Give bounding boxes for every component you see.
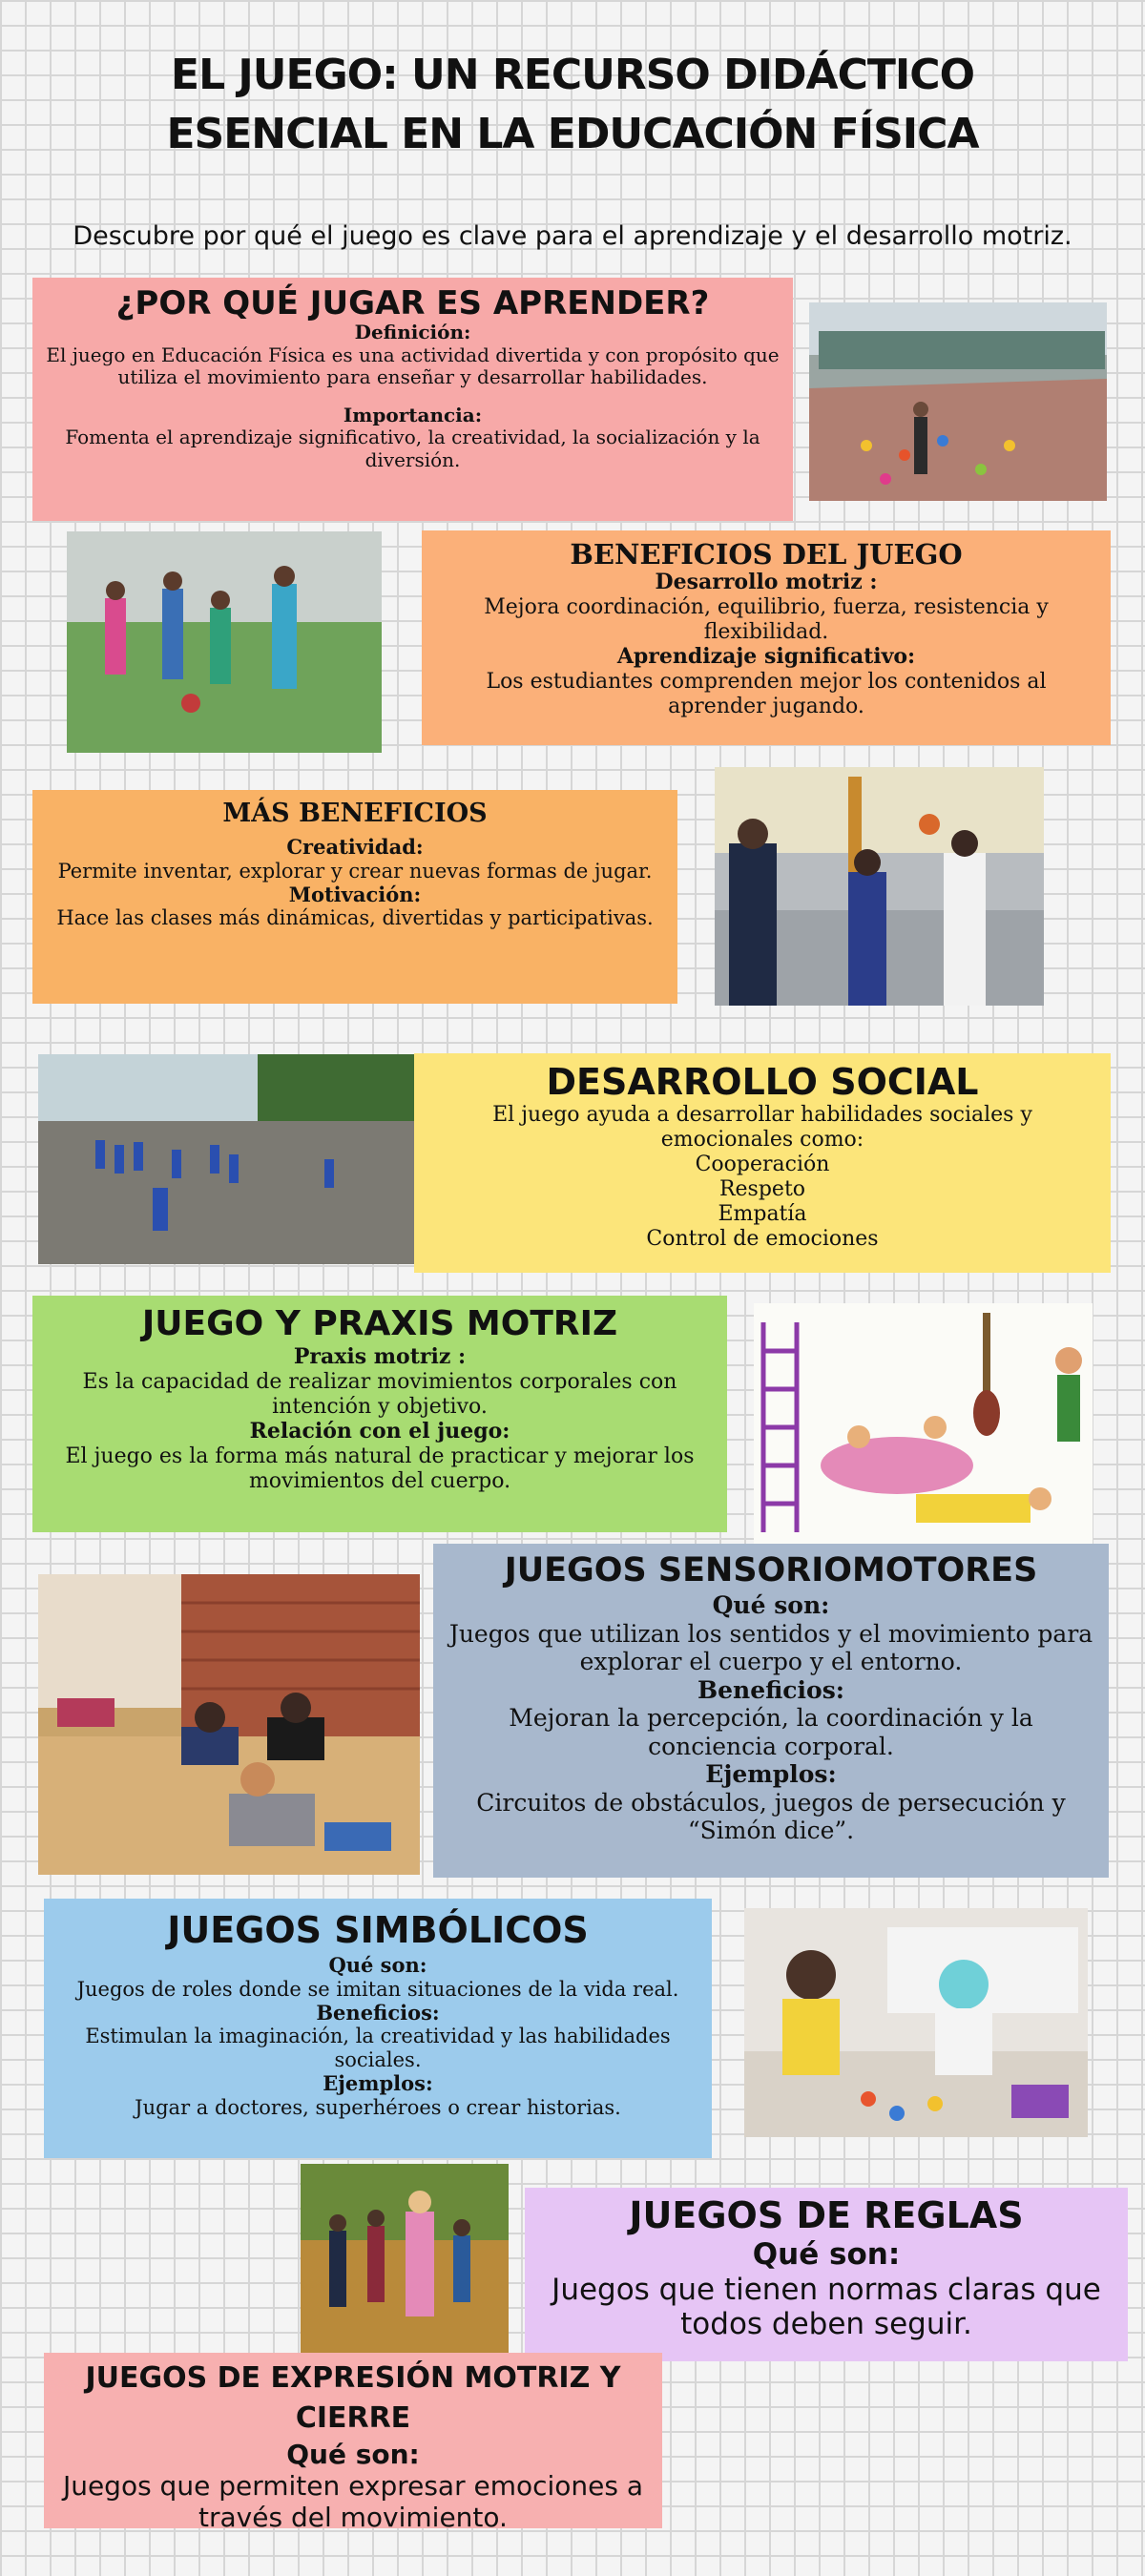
symbolic-benefits-label: Beneficios: [316, 2000, 440, 2025]
definition-label: Definición: [354, 321, 471, 343]
expression-heading: JUEGOS DE EXPRESIÓN MOTRIZ Y CIERRE [85, 2361, 621, 2435]
motor-text: Mejora coordinación, equilibrio, fuerza, resistencia y flexibilidad. [484, 594, 1049, 644]
symbolic-what-text: Juegos de roles donde se imitan situaciones de la vida real. [76, 1977, 679, 2001]
motivation-text: Hace las clases más dinámicas, divertidas y participativas. [56, 906, 654, 930]
learning-text: Los estudiantes comprenden mejor los contenidos al aprender jugando. [486, 669, 1047, 718]
schoolyard-photo [38, 1054, 415, 1264]
symbolic-benefits-text: Estimulan la imaginación, la creatividad y las habilidades sociales. [85, 2025, 671, 2072]
relation-label: Relación con el juego: [249, 1418, 510, 1444]
social-item: Control de emociones [646, 1226, 879, 1251]
expression-card [44, 2353, 662, 2534]
symbolic-examples-text: Jugar a doctores, superhéroes o crear historias. [135, 2095, 621, 2119]
creativity-text: Permite inventar, explorar y crear nuevas formas de jugar. [57, 859, 653, 883]
kids-doctor-play-photo [744, 1908, 1088, 2137]
motivation-label: Motivación: [288, 882, 422, 906]
benefits-heading: BENEFICIOS DEL JUEGO [570, 538, 963, 571]
symbolic-what-label: Qué son: [328, 1953, 427, 1977]
praxis-heading: JUEGO Y PRAXIS MOTRIZ [141, 1304, 618, 1343]
more-benefits-heading: MÁS BENEFICIOS [222, 799, 488, 828]
kids-gym-floor-photo [38, 1574, 420, 1875]
importance-text: Fomenta el aprendizaje significativo, la creatividad, la socialización y la diversión. [65, 426, 760, 471]
sensorimotor-heading: JUEGOS SENSORIOMOTORES [504, 1551, 1038, 1589]
sensorimotor-what-text: Juegos que utilizan los sentidos y el movimiento para explorar el cuerpo y el entorno. [448, 1619, 1093, 1675]
social-card [414, 1053, 1111, 1273]
praxis-card [32, 1296, 727, 1532]
relation-text: El juego es la forma más natural de practicar y mejorar los movimientos del cuerpo. [65, 1444, 695, 1493]
symbolic-examples-label: Ejemplos: [323, 2070, 433, 2095]
motor-label: Desarrollo motriz : [655, 570, 878, 594]
praxis-label: Praxis motriz : [293, 1344, 467, 1369]
symbolic-card [44, 1899, 712, 2158]
sensorimotor-benefits-text: Mejoran la percepción, la coordinación y la conciencia corporal. [509, 1704, 1033, 1760]
social-item: Respeto [718, 1176, 806, 1201]
park-game-photo [301, 2164, 509, 2355]
page-title: EL JUEGO: UN RECURSO DIDÁCTICO ESENCIAL EN LA EDUCACIÓN FÍSICA [166, 51, 979, 158]
why-play-card [32, 278, 793, 521]
symbolic-heading: JUEGOS SIMBÓLICOS [167, 1909, 589, 1951]
gym-drawing-illustration [754, 1303, 1093, 1547]
sensorimotor-what-label: Qué son: [712, 1591, 830, 1619]
sensorimotor-examples-label: Ejemplos: [705, 1760, 837, 1788]
social-heading: DESARROLLO SOCIAL [546, 1061, 979, 1103]
sensorimotor-examples-text: Circuitos de obstáculos, juegos de persecución y “Simón dice”. [476, 1788, 1066, 1844]
kids-soccer-photo [67, 531, 382, 753]
kids-cones-photo [809, 302, 1107, 501]
page-subtitle: Descubre por qué el juego es clave para el aprendizaje y el desarrollo motriz. [73, 221, 1072, 251]
basketball-kids-photo [715, 767, 1044, 1006]
definition-text: El juego en Educación Física es una actividad divertida y con propósito que utiliza el movimiento para enseñar y desarrollar habilidades. [46, 343, 780, 389]
benefits-card [422, 530, 1111, 745]
more-benefits-card [32, 790, 677, 1004]
rules-what-text: Juegos que tienen normas claras que todos deben seguir. [552, 2272, 1101, 2342]
sensorimotor-benefits-label: Beneficios: [697, 1675, 844, 1704]
importance-label: Importancia: [343, 403, 483, 426]
rules-card [525, 2188, 1128, 2361]
social-item: Empatía [718, 1201, 807, 1226]
rules-what-label: Qué son: [752, 2237, 901, 2272]
sensorimotor-card [433, 1544, 1109, 1878]
learning-label: Aprendizaje significativo: [616, 643, 916, 669]
expression-what-label: Qué son: [286, 2439, 420, 2470]
expression-what-text: Juegos que permiten expresar emociones a través del movimiento. [62, 2470, 644, 2534]
why-play-heading: ¿POR QUÉ JUGAR ES APRENDER? [115, 284, 710, 322]
social-intro: El juego ayuda a desarrollar habilidades sociales y emocionales como: [492, 1103, 1032, 1152]
rules-heading: JUEGOS DE REGLAS [629, 2194, 1024, 2236]
praxis-text: Es la capacidad de realizar movimientos corporales con intención y objetivo. [82, 1369, 677, 1419]
creativity-label: Creatividad: [286, 835, 424, 859]
social-item: Cooperación [695, 1152, 830, 1176]
